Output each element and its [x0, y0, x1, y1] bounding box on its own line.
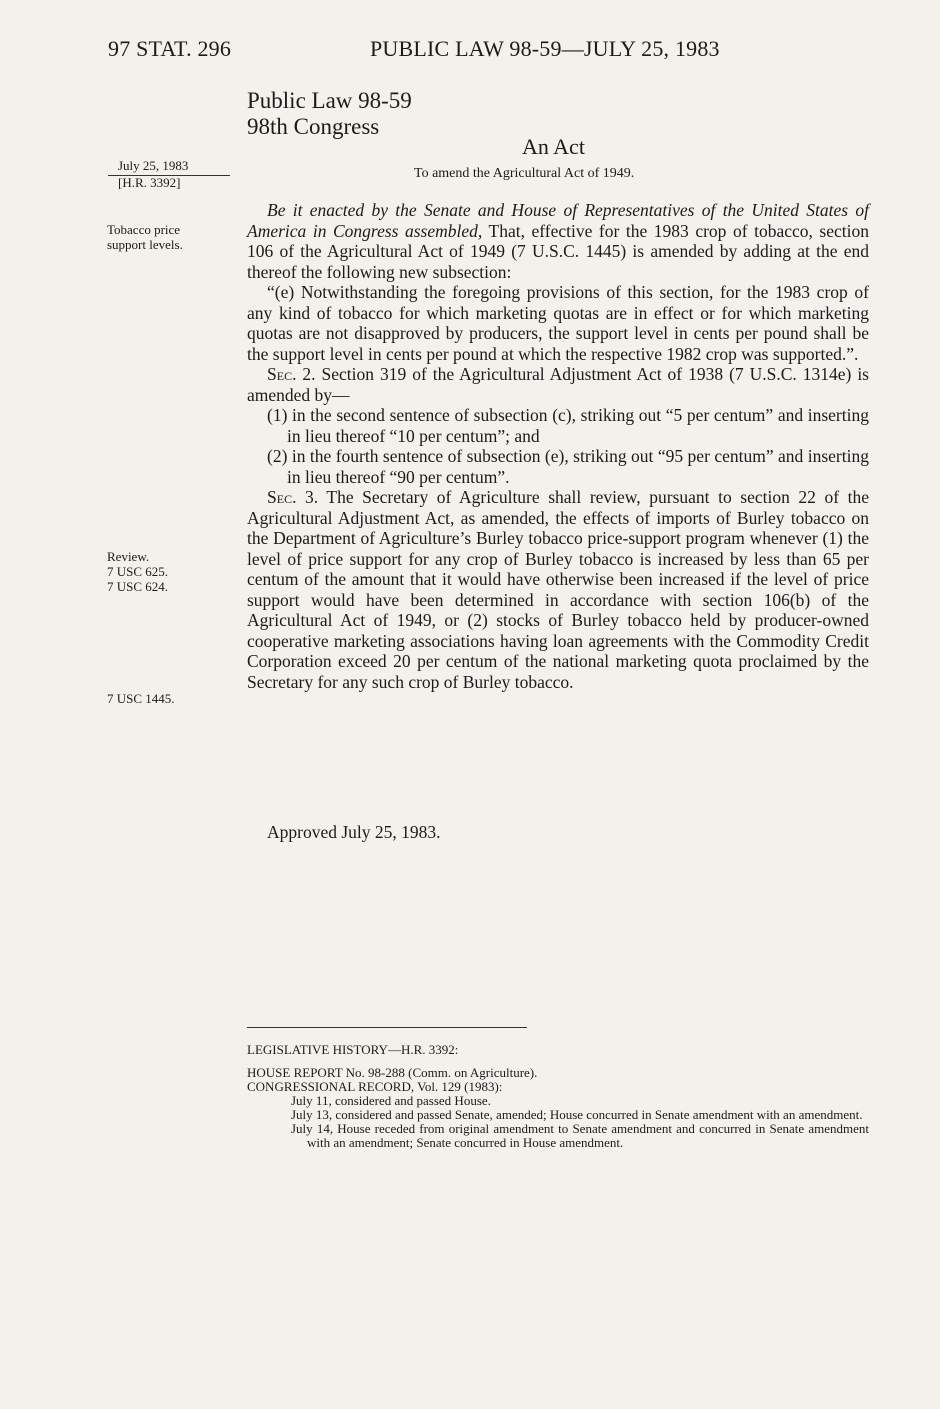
law-title-block — [247, 88, 412, 140]
margin-note-line: 7 USC 624. — [107, 579, 169, 594]
subsection-e: “(e) Notwithstanding the foregoing provisions of this section, for the 1983 crop of any kind of tobacco for which marketing quotas are in effect or for which marketing quotas are not disapproved by producers, the support level in cents per pound shall be the support level in cents per pound at which the respective 1982 crop was supported.”. — [247, 282, 869, 364]
congress-number: 98th Congress — [247, 114, 380, 139]
section-2-item-1: (1) in the second sentence of subsection (c), striking out “5 per centum” and inserting in lieu thereof “10 per centum”; and — [267, 405, 869, 446]
section-3-label: Sec. 3. — [267, 487, 319, 507]
house-report: HOUSE REPORT No. 98-288 (Comm. on Agriculture). — [247, 1065, 538, 1080]
section-2-label: Sec. 2. — [267, 364, 316, 384]
margin-note-tobacco — [107, 222, 183, 252]
enactment-date: July 25, 1983 — [118, 158, 189, 173]
enacting-clause — [247, 200, 869, 282]
enacting-formula: Be it enacted by the Senate and House of Representatives of the United States of America in Congress assembled, — [247, 200, 869, 241]
margin-date — [118, 157, 188, 191]
footnote-divider — [247, 1027, 527, 1028]
margin-note-line: support levels. — [107, 237, 183, 252]
public-law-number: Public Law 98-59 — [247, 88, 412, 113]
running-title: PUBLIC LAW 98-59—JULY 25, 1983 — [370, 36, 720, 61]
congressional-record: CONGRESSIONAL RECORD, Vol. 129 (1983): — [247, 1079, 503, 1094]
act-body — [247, 200, 869, 692]
margin-note-line: Review. — [107, 549, 150, 564]
section-3-text: The Secretary of Agriculture shall review, pursuant to section 22 of the Agricultural Adjustment Act, as amended, the effects of imports of Burley tobacco on the Department of Agriculture’s Burley tobacco price-support program whenever (1) the level of price support for any crop of Burley tobacco is increased by less than 65 per centum of the amount that it would have otherwise been increased if the level of price support would have been determined in accordance with section 106(b) of the Agricultural Act of 1949, or (2) stocks of Burley tobacco held by producer-owned cooperative marketing associations having loan agreements with the Commodity Credit Corporation exceed 20 per centum of the national marketing quota proclaimed by the Secretary for any such crop of Burley tobacco. — [247, 487, 869, 692]
history-entry: July 11, considered and passed House. — [291, 1093, 491, 1108]
act-purpose: To amend the Agricultural Act of 1949. — [414, 166, 635, 181]
section-2-item-2: (2) in the fourth sentence of subsection (e), striking out “95 per centum” and inserting in lieu thereof “90 per centum”. — [267, 446, 869, 487]
approval-line: Approved July 25, 1983. — [267, 822, 441, 842]
page-stat-number: 97 STAT. 296 — [108, 36, 232, 61]
section-3 — [247, 487, 869, 692]
enacting-text: That, effective for the 1983 crop of tobacco, section 106 of the Agricultural Act of 1949 (7 U.S.C. 1445) is amended by adding at the end thereof the following new subsection: — [247, 220, 869, 282]
legislative-history-title: LEGISLATIVE HISTORY—H.R. 3392: — [247, 1042, 459, 1057]
bill-number: [H.R. 3392] — [118, 175, 181, 190]
margin-divider — [108, 175, 230, 176]
history-entry: July 14, House receded from original amendment to Senate amendment and concurred in Senate amendment with an amendment; Senate concurred in House amendment. — [291, 1121, 869, 1150]
legislative-history — [247, 1066, 869, 1150]
margin-note-review — [107, 549, 168, 594]
margin-note-usc: 7 USC 1445. — [107, 691, 175, 706]
section-2 — [247, 364, 869, 405]
section-2-text: Section 319 of the Agricultural Adjustment Act of 1938 (7 U.S.C. 1314e) is amended by— — [247, 364, 869, 405]
margin-note-line: 7 USC 625. — [107, 564, 169, 579]
history-entry: July 13, considered and passed Senate, amended; House concurred in Senate amendment with an amendment. — [291, 1107, 863, 1122]
margin-note-line: Tobacco price — [107, 222, 181, 237]
an-act-heading: An Act — [522, 134, 585, 159]
